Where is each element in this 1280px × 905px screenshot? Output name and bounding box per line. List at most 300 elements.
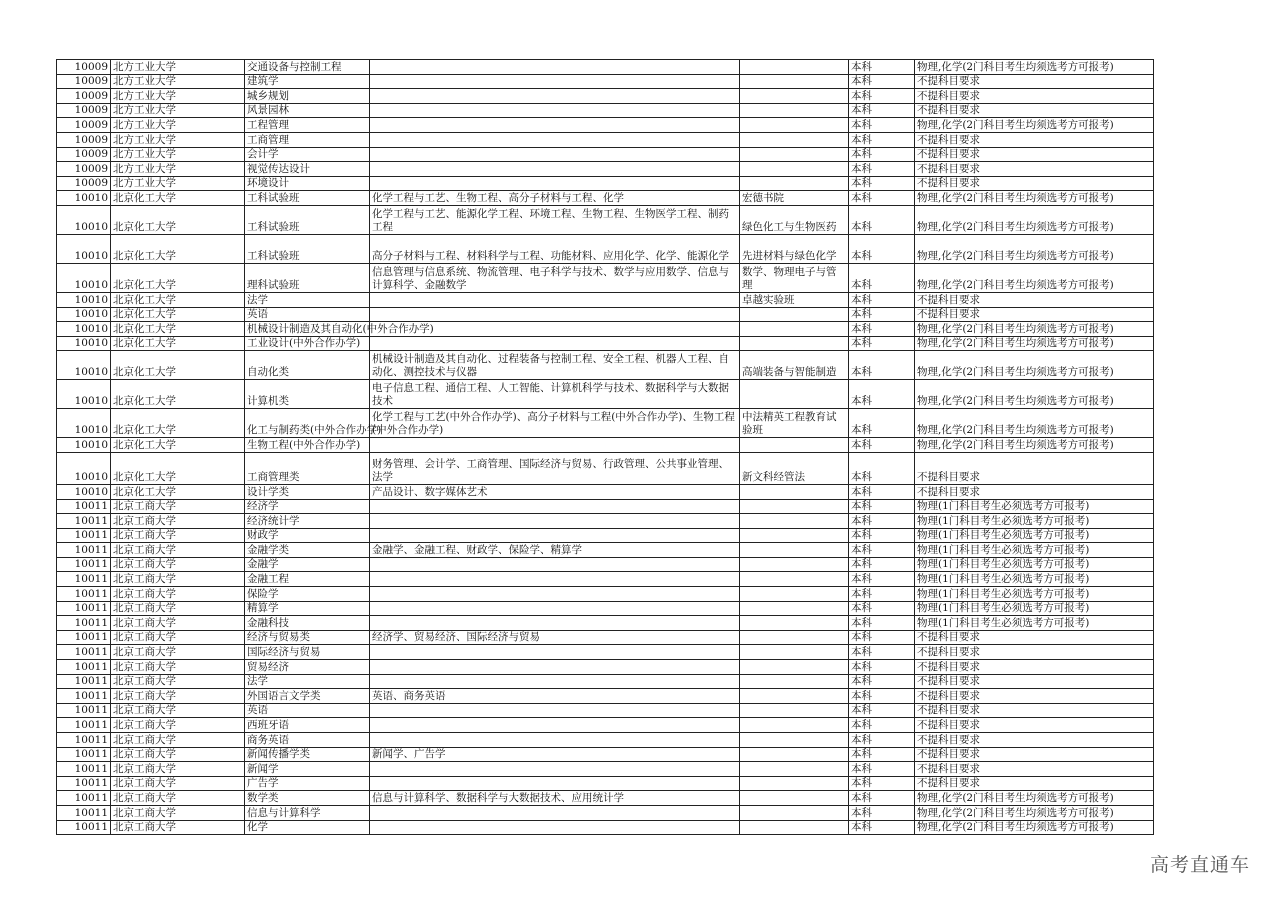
included-majors-cell	[370, 616, 740, 631]
included-majors-cell	[370, 660, 740, 675]
table-row	[57, 118, 1154, 133]
school-cell: 北京化工大学	[111, 322, 245, 337]
table-row	[57, 484, 1154, 499]
major-cell: 会计学	[245, 147, 370, 162]
major-cell: 金融学	[245, 557, 370, 572]
included-majors-cell: 化学工程与工艺(中外合作办学)、高分子材料与工程(中外合作办学)、生物工程(中外合作办学)	[370, 409, 740, 438]
note-cell	[740, 557, 849, 572]
note-cell	[740, 616, 849, 631]
level-cell: 本科	[849, 616, 915, 631]
included-majors-cell	[370, 336, 740, 351]
included-majors-cell	[370, 733, 740, 748]
level-cell: 本科	[849, 703, 915, 718]
table-row	[57, 60, 1154, 75]
note-cell	[740, 162, 849, 177]
level-cell: 本科	[849, 776, 915, 791]
requirement-cell: 物理,化学(2门科目考生均须选考方可报考)	[915, 438, 1154, 453]
major-cell: 生物工程(中外合作办学)	[245, 438, 370, 453]
requirement-cell: 物理(1门科目考生必须选考方可报考)	[915, 514, 1154, 529]
included-majors-cell: 信息与计算科学、数据科学与大数据技术、应用统计学	[370, 791, 740, 806]
level-cell: 本科	[849, 307, 915, 322]
table-row	[57, 452, 1154, 484]
requirement-cell: 物理,化学(2门科目考生均须选考方可报考)	[915, 322, 1154, 337]
major-cell: 信息与计算科学	[245, 805, 370, 820]
note-cell	[740, 499, 849, 514]
level-cell: 本科	[849, 514, 915, 529]
note-cell	[740, 674, 849, 689]
school-cell: 北京化工大学	[111, 234, 245, 263]
requirement-cell: 物理(1门科目考生必须选考方可报考)	[915, 557, 1154, 572]
table-row	[57, 74, 1154, 89]
code-cell: 10011	[57, 557, 111, 572]
included-majors-cell: 高分子材料与工程、材料科学与工程、功能材料、应用化学、化学、能源化学	[370, 234, 740, 263]
included-majors-cell	[370, 645, 740, 660]
level-cell: 本科	[849, 674, 915, 689]
note-cell	[740, 718, 849, 733]
table-row	[57, 162, 1154, 177]
major-cell: 精算学	[245, 601, 370, 616]
requirement-cell: 不提科目要求	[915, 292, 1154, 307]
table-body	[57, 60, 1154, 835]
school-cell: 北京工商大学	[111, 718, 245, 733]
code-cell: 10010	[57, 351, 111, 380]
table-row	[57, 645, 1154, 660]
school-cell: 北京化工大学	[111, 292, 245, 307]
note-cell	[740, 176, 849, 191]
included-majors-cell	[370, 514, 740, 529]
requirement-cell: 不提科目要求	[915, 733, 1154, 748]
note-cell	[740, 660, 849, 675]
code-cell: 10011	[57, 514, 111, 529]
major-cell: 交通设备与控制工程	[245, 60, 370, 75]
code-cell: 10011	[57, 645, 111, 660]
level-cell: 本科	[849, 322, 915, 337]
note-cell	[740, 645, 849, 660]
included-majors-cell	[370, 674, 740, 689]
level-cell: 本科	[849, 60, 915, 75]
major-cell: 工程管理	[245, 118, 370, 133]
major-cell: 工商管理类	[245, 452, 370, 484]
code-cell: 10010	[57, 452, 111, 484]
major-cell: 英语	[245, 703, 370, 718]
requirement-cell: 物理,化学(2门科目考生均须选考方可报考)	[915, 409, 1154, 438]
code-cell: 10011	[57, 601, 111, 616]
school-cell: 北京工商大学	[111, 587, 245, 602]
table-row	[57, 689, 1154, 704]
level-cell: 本科	[849, 689, 915, 704]
major-cell: 城乡规划	[245, 89, 370, 104]
note-cell	[740, 733, 849, 748]
table-row	[57, 674, 1154, 689]
code-cell: 10011	[57, 543, 111, 558]
requirement-cell: 物理(1门科目考生必须选考方可报考)	[915, 616, 1154, 631]
school-cell: 北京化工大学	[111, 380, 245, 409]
note-cell	[740, 528, 849, 543]
table-row	[57, 703, 1154, 718]
major-cell: 广告学	[245, 776, 370, 791]
note-cell: 高端装备与智能制造	[740, 351, 849, 380]
table-row	[57, 601, 1154, 616]
requirement-cell: 不提科目要求	[915, 307, 1154, 322]
note-cell	[740, 74, 849, 89]
code-cell: 10011	[57, 703, 111, 718]
included-majors-cell	[370, 820, 740, 835]
code-cell: 10009	[57, 74, 111, 89]
table-row	[57, 572, 1154, 587]
code-cell: 10011	[57, 762, 111, 777]
code-cell: 10009	[57, 162, 111, 177]
requirement-cell: 不提科目要求	[915, 162, 1154, 177]
code-cell: 10011	[57, 805, 111, 820]
note-cell	[740, 307, 849, 322]
requirement-cell: 不提科目要求	[915, 718, 1154, 733]
level-cell: 本科	[849, 630, 915, 645]
code-cell: 10011	[57, 791, 111, 806]
requirement-cell: 物理(1门科目考生必须选考方可报考)	[915, 499, 1154, 514]
table-row	[57, 438, 1154, 453]
school-cell: 北方工业大学	[111, 103, 245, 118]
requirement-cell: 物理,化学(2门科目考生均须选考方可报考)	[915, 820, 1154, 835]
level-cell: 本科	[849, 103, 915, 118]
level-cell: 本科	[849, 484, 915, 499]
school-cell: 北京化工大学	[111, 351, 245, 380]
major-cell: 视觉传达设计	[245, 162, 370, 177]
table-row	[57, 409, 1154, 438]
requirement-cell: 物理,化学(2门科目考生均须选考方可报考)	[915, 60, 1154, 75]
note-cell	[740, 689, 849, 704]
level-cell: 本科	[849, 409, 915, 438]
major-cell: 金融学类	[245, 543, 370, 558]
note-cell	[740, 601, 849, 616]
requirement-cell: 物理(1门科目考生必须选考方可报考)	[915, 587, 1154, 602]
code-cell: 10011	[57, 718, 111, 733]
table-row	[57, 543, 1154, 558]
major-cell: 计算机类	[245, 380, 370, 409]
note-cell	[740, 703, 849, 718]
code-cell: 10011	[57, 674, 111, 689]
note-cell	[740, 322, 849, 337]
school-cell: 北京工商大学	[111, 630, 245, 645]
code-cell: 10009	[57, 60, 111, 75]
level-cell: 本科	[849, 660, 915, 675]
included-majors-cell: 化学工程与工艺、生物工程、高分子材料与工程、化学	[370, 191, 740, 206]
level-cell: 本科	[849, 89, 915, 104]
requirement-cell: 不提科目要求	[915, 747, 1154, 762]
major-cell: 新闻学	[245, 762, 370, 777]
major-cell: 法学	[245, 674, 370, 689]
included-majors-cell	[370, 147, 740, 162]
level-cell: 本科	[849, 587, 915, 602]
code-cell: 10011	[57, 528, 111, 543]
included-majors-cell	[370, 176, 740, 191]
code-cell: 10010	[57, 205, 111, 234]
table-row	[57, 205, 1154, 234]
requirement-cell: 不提科目要求	[915, 645, 1154, 660]
level-cell: 本科	[849, 791, 915, 806]
major-cell: 新闻传播学类	[245, 747, 370, 762]
major-cell: 环境设计	[245, 176, 370, 191]
level-cell: 本科	[849, 543, 915, 558]
note-cell: 先进材料与绿色化学	[740, 234, 849, 263]
note-cell	[740, 514, 849, 529]
requirement-cell: 不提科目要求	[915, 689, 1154, 704]
requirement-cell: 不提科目要求	[915, 762, 1154, 777]
school-cell: 北京工商大学	[111, 791, 245, 806]
school-cell: 北京化工大学	[111, 484, 245, 499]
level-cell: 本科	[849, 147, 915, 162]
code-cell: 10009	[57, 176, 111, 191]
code-cell: 10009	[57, 103, 111, 118]
table-row	[57, 776, 1154, 791]
school-cell: 北京工商大学	[111, 543, 245, 558]
included-majors-cell	[370, 557, 740, 572]
table-row	[57, 336, 1154, 351]
requirement-cell: 物理(1门科目考生必须选考方可报考)	[915, 528, 1154, 543]
major-cell: 理科试验班	[245, 263, 370, 292]
code-cell: 10011	[57, 660, 111, 675]
major-cell: 保险学	[245, 587, 370, 602]
included-majors-cell	[370, 162, 740, 177]
note-cell: 宏德书院	[740, 191, 849, 206]
code-cell: 10010	[57, 336, 111, 351]
code-cell: 10009	[57, 132, 111, 147]
included-majors-cell	[370, 572, 740, 587]
school-cell: 北京工商大学	[111, 762, 245, 777]
code-cell: 10009	[57, 147, 111, 162]
code-cell: 10010	[57, 292, 111, 307]
school-cell: 北京工商大学	[111, 616, 245, 631]
school-cell: 北方工业大学	[111, 162, 245, 177]
major-cell: 外国语言文学类	[245, 689, 370, 704]
requirement-cell: 不提科目要求	[915, 74, 1154, 89]
requirement-cell: 物理(1门科目考生必须选考方可报考)	[915, 572, 1154, 587]
table-row	[57, 762, 1154, 777]
included-majors-cell: 新闻学、广告学	[370, 747, 740, 762]
major-cell: 数学类	[245, 791, 370, 806]
requirement-cell: 物理,化学(2门科目考生均须选考方可报考)	[915, 805, 1154, 820]
school-cell: 北方工业大学	[111, 60, 245, 75]
school-cell: 北方工业大学	[111, 118, 245, 133]
level-cell: 本科	[849, 74, 915, 89]
note-cell	[740, 791, 849, 806]
table-row	[57, 528, 1154, 543]
included-majors-cell	[370, 132, 740, 147]
requirement-cell: 物理,化学(2门科目考生均须选考方可报考)	[915, 234, 1154, 263]
note-cell: 数学、物理电子与管理	[740, 263, 849, 292]
note-cell	[740, 118, 849, 133]
major-cell: 工科试验班	[245, 234, 370, 263]
included-majors-cell	[370, 74, 740, 89]
table-row	[57, 733, 1154, 748]
school-cell: 北京化工大学	[111, 438, 245, 453]
table-row	[57, 263, 1154, 292]
code-cell: 10010	[57, 234, 111, 263]
major-cell: 商务英语	[245, 733, 370, 748]
table-row	[57, 791, 1154, 806]
included-majors-cell	[370, 703, 740, 718]
major-cell: 化工与制药类(中外合作办学)	[245, 409, 370, 438]
level-cell: 本科	[849, 557, 915, 572]
school-cell: 北京工商大学	[111, 645, 245, 660]
table-row	[57, 351, 1154, 380]
requirement-cell: 不提科目要求	[915, 176, 1154, 191]
code-cell: 10011	[57, 820, 111, 835]
code-cell: 10010	[57, 409, 111, 438]
level-cell: 本科	[849, 718, 915, 733]
requirement-cell: 不提科目要求	[915, 147, 1154, 162]
major-cell: 工科试验班	[245, 191, 370, 206]
requirement-cell: 不提科目要求	[915, 660, 1154, 675]
note-cell	[740, 438, 849, 453]
code-cell: 10011	[57, 587, 111, 602]
table-row	[57, 718, 1154, 733]
level-cell: 本科	[849, 132, 915, 147]
requirement-cell: 不提科目要求	[915, 484, 1154, 499]
school-cell: 北方工业大学	[111, 132, 245, 147]
included-majors-cell: 财务管理、会计学、工商管理、国际经济与贸易、行政管理、公共事业管理、法学	[370, 452, 740, 484]
requirement-cell: 物理(1门科目考生必须选考方可报考)	[915, 543, 1154, 558]
note-cell: 绿色化工与生物医药	[740, 205, 849, 234]
table-row	[57, 307, 1154, 322]
note-cell: 中法精英工程教育试验班	[740, 409, 849, 438]
note-cell	[740, 762, 849, 777]
major-cell: 建筑学	[245, 74, 370, 89]
level-cell: 本科	[849, 528, 915, 543]
school-cell: 北京工商大学	[111, 703, 245, 718]
note-cell	[740, 89, 849, 104]
note-cell: 新文科经管法	[740, 452, 849, 484]
school-cell: 北京化工大学	[111, 263, 245, 292]
code-cell: 10011	[57, 776, 111, 791]
included-majors-cell	[370, 438, 740, 453]
note-cell: 卓越实验班	[740, 292, 849, 307]
code-cell: 10011	[57, 747, 111, 762]
requirement-cell: 不提科目要求	[915, 89, 1154, 104]
included-majors-cell	[370, 528, 740, 543]
level-cell: 本科	[849, 118, 915, 133]
major-cell: 金融科技	[245, 616, 370, 631]
table-row	[57, 557, 1154, 572]
level-cell: 本科	[849, 351, 915, 380]
level-cell: 本科	[849, 263, 915, 292]
school-cell: 北京化工大学	[111, 409, 245, 438]
major-cell: 金融工程	[245, 572, 370, 587]
requirement-cell: 物理,化学(2门科目考生均须选考方可报考)	[915, 791, 1154, 806]
major-cell: 自动化类	[245, 351, 370, 380]
code-cell: 10011	[57, 499, 111, 514]
major-cell: 机械设计制造及其自动化(中外合作办学)	[245, 322, 370, 337]
level-cell: 本科	[849, 191, 915, 206]
code-cell: 10010	[57, 438, 111, 453]
table-row	[57, 514, 1154, 529]
school-cell: 北京工商大学	[111, 733, 245, 748]
code-cell: 10010	[57, 307, 111, 322]
level-cell: 本科	[849, 601, 915, 616]
requirement-cell: 不提科目要求	[915, 452, 1154, 484]
requirement-cell: 不提科目要求	[915, 674, 1154, 689]
school-cell: 北京工商大学	[111, 747, 245, 762]
table-row	[57, 132, 1154, 147]
table-row	[57, 176, 1154, 191]
requirement-cell: 物理,化学(2门科目考生均须选考方可报考)	[915, 336, 1154, 351]
school-cell: 北京化工大学	[111, 205, 245, 234]
requirement-cell: 不提科目要求	[915, 703, 1154, 718]
school-cell: 北京化工大学	[111, 191, 245, 206]
level-cell: 本科	[849, 234, 915, 263]
major-cell: 西班牙语	[245, 718, 370, 733]
table-row	[57, 147, 1154, 162]
included-majors-cell: 信息管理与信息系统、物流管理、电子科学与技术、数学与应用数学、信息与计算科学、金融数学	[370, 263, 740, 292]
level-cell: 本科	[849, 162, 915, 177]
major-cell: 经济与贸易类	[245, 630, 370, 645]
table-row	[57, 616, 1154, 631]
major-cell: 工商管理	[245, 132, 370, 147]
school-cell: 北京工商大学	[111, 805, 245, 820]
note-cell	[740, 820, 849, 835]
code-cell: 10010	[57, 263, 111, 292]
major-cell: 经济统计学	[245, 514, 370, 529]
code-cell: 10010	[57, 380, 111, 409]
level-cell: 本科	[849, 438, 915, 453]
level-cell: 本科	[849, 452, 915, 484]
code-cell: 10011	[57, 572, 111, 587]
major-cell: 英语	[245, 307, 370, 322]
note-cell	[740, 543, 849, 558]
school-cell: 北京工商大学	[111, 557, 245, 572]
included-majors-cell	[370, 601, 740, 616]
requirement-cell: 不提科目要求	[915, 132, 1154, 147]
major-cell: 经济学	[245, 499, 370, 514]
school-cell: 北方工业大学	[111, 147, 245, 162]
level-cell: 本科	[849, 572, 915, 587]
note-cell	[740, 484, 849, 499]
included-majors-cell: 经济学、贸易经济、国际经济与贸易	[370, 630, 740, 645]
note-cell	[740, 776, 849, 791]
level-cell: 本科	[849, 176, 915, 191]
included-majors-cell	[370, 118, 740, 133]
note-cell	[740, 630, 849, 645]
major-cell: 法学	[245, 292, 370, 307]
watermark: 高考直通车	[1149, 854, 1250, 876]
note-cell	[740, 336, 849, 351]
included-majors-cell	[370, 307, 740, 322]
school-cell: 北方工业大学	[111, 74, 245, 89]
included-majors-cell	[370, 718, 740, 733]
table-row	[57, 322, 1154, 337]
included-majors-cell: 电子信息工程、通信工程、人工智能、计算机科学与技术、数据科学与大数据技术	[370, 380, 740, 409]
table-row	[57, 292, 1154, 307]
table-row	[57, 820, 1154, 835]
included-majors-cell	[370, 499, 740, 514]
included-majors-cell: 机械设计制造及其自动化、过程装备与控制工程、安全工程、机器人工程、自动化、测控技术与仪器	[370, 351, 740, 380]
school-cell: 北京工商大学	[111, 528, 245, 543]
code-cell: 10009	[57, 89, 111, 104]
level-cell: 本科	[849, 499, 915, 514]
included-majors-cell	[370, 762, 740, 777]
level-cell: 本科	[849, 292, 915, 307]
major-cell: 工业设计(中外合作办学)	[245, 336, 370, 351]
note-cell	[740, 572, 849, 587]
table-row	[57, 630, 1154, 645]
level-cell: 本科	[849, 762, 915, 777]
school-cell: 北京工商大学	[111, 660, 245, 675]
major-cell: 贸易经济	[245, 660, 370, 675]
level-cell: 本科	[849, 205, 915, 234]
major-cell: 风景园林	[245, 103, 370, 118]
note-cell	[740, 587, 849, 602]
code-cell: 10009	[57, 118, 111, 133]
table-row	[57, 89, 1154, 104]
